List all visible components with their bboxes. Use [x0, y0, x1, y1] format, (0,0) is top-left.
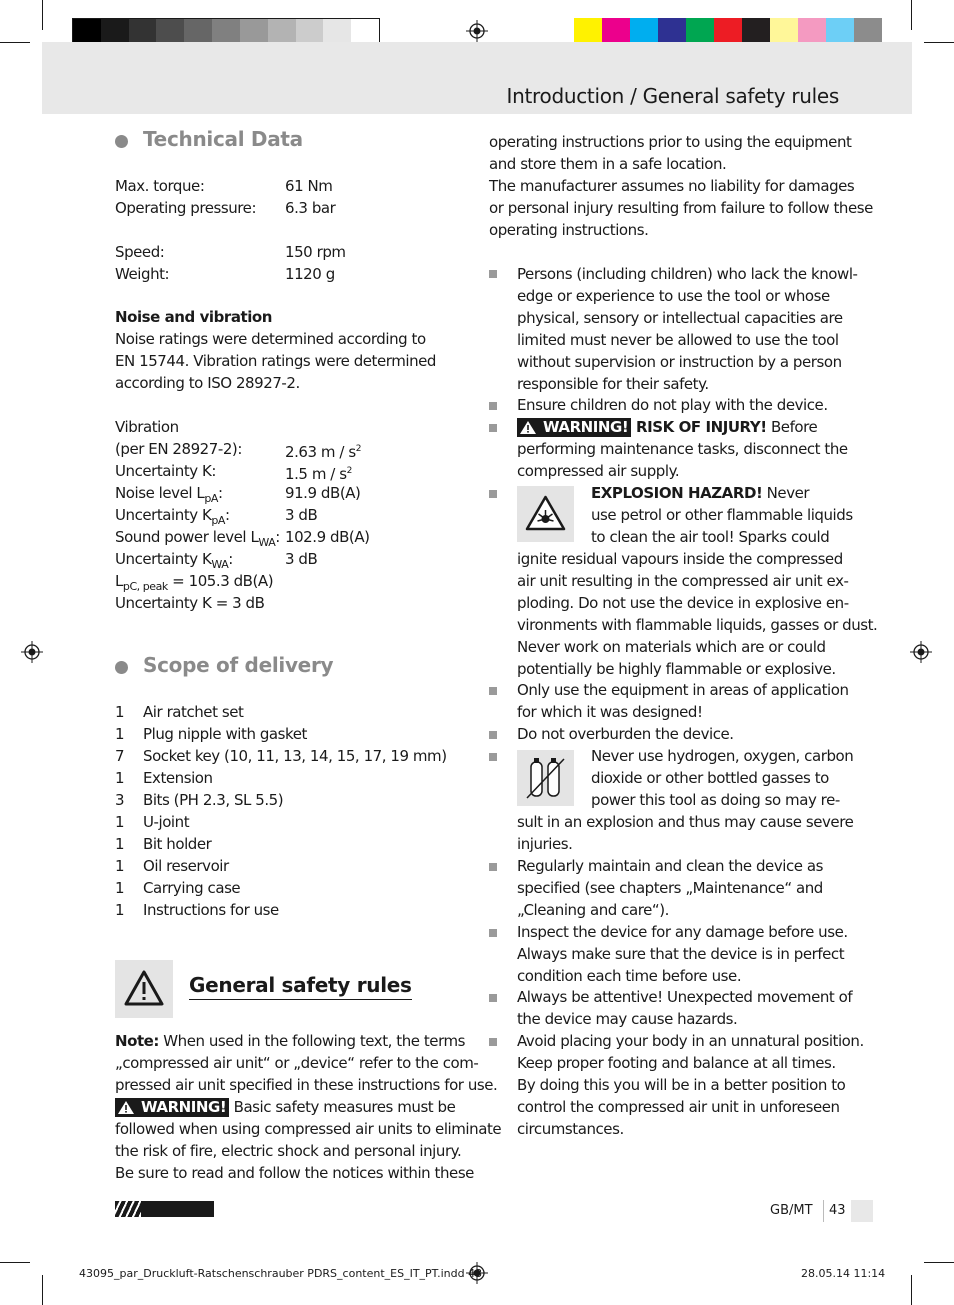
- color-swatch: [268, 19, 296, 44]
- color-swatch: [798, 18, 826, 45]
- vib-label: Uncertainty $K_{pA}$:: [115, 506, 230, 527]
- text-line: physical, sensory or intellectual capacities are: [517, 309, 843, 327]
- crop-mark: [911, 0, 912, 30]
- vibration-title: Vibration: [115, 418, 179, 436]
- crop-mark: [911, 1275, 912, 1305]
- registration-mark-icon: [466, 20, 488, 42]
- color-swatch: [714, 18, 742, 45]
- color-swatch: [686, 18, 714, 45]
- color-swatch: [212, 19, 240, 44]
- list-bullet-icon: [489, 270, 497, 278]
- text-line: „Cleaning and care“).: [517, 901, 669, 919]
- spec-value: 61 Nm: [285, 177, 333, 195]
- registration-mark-icon: [910, 641, 932, 663]
- parkside-logo: PARKSIDE: [115, 1201, 214, 1217]
- gas-bottles-icon: [517, 750, 574, 806]
- text-line: potentially be highly flammable or explosive.: [517, 660, 836, 678]
- vib-label: Sound power level $L_{WA}$:: [115, 528, 280, 549]
- list-bullet-icon: [489, 490, 497, 498]
- text-line: The manufacturer assumes no liability for damages: [489, 177, 855, 195]
- list-item-line: use petrol or other flammable liquids: [591, 506, 853, 524]
- text-line: without supervision or instruction by a person: [517, 353, 842, 371]
- noise-heading: Noise and vibration: [115, 308, 273, 326]
- color-swatch: [770, 18, 798, 45]
- text-line: operating instructions prior to using the equipment: [489, 133, 852, 151]
- page-number: 43: [829, 1203, 846, 1218]
- list-bullet-icon: [489, 753, 497, 761]
- text-line: the device may cause hazards.: [517, 1010, 738, 1028]
- list-item-line: compressed air supply.: [517, 462, 680, 480]
- color-swatch: [826, 18, 854, 45]
- list-item-line: Never use hydrogen, oxygen, carbon: [591, 747, 854, 765]
- vib-value: 3 dB: [285, 550, 318, 568]
- peak-uncertainty: Uncertainty K = 3 dB: [115, 594, 265, 612]
- scope-item-qty: 1: [115, 813, 125, 831]
- color-swatch: [630, 18, 658, 45]
- color-swatch: [129, 19, 157, 44]
- section-bullet-icon: [115, 135, 128, 148]
- list-bullet-icon: [489, 1038, 497, 1046]
- scope-item-qty: 1: [115, 703, 125, 721]
- warning-badge: WARNING!: [517, 418, 631, 437]
- warning-line: the risk of fire, electric shock and personal injury.: [115, 1142, 462, 1160]
- vib-value: 1.5 m / $s^2$: [285, 465, 352, 483]
- text-line: Persons (including children) who lack the knowl-: [517, 265, 858, 283]
- color-swatch: [184, 19, 212, 44]
- list-item-line: Only use the equipment in areas of application: [517, 681, 849, 699]
- list-item: Do not overburden the device.: [517, 725, 734, 743]
- text-line: By doing this you will be in a better position to: [517, 1076, 846, 1094]
- scope-item-qty: 1: [115, 725, 125, 743]
- spec-label: Weight:: [115, 265, 170, 283]
- scope-item-qty: 1: [115, 835, 125, 853]
- text-line: Regularly maintain and clean the device as: [517, 857, 823, 875]
- text-line: control the compressed air unit in unforeseen: [517, 1098, 840, 1116]
- section-heading-general-safety: General safety rules: [189, 973, 412, 1000]
- color-swatch: [351, 19, 379, 44]
- section-bullet-icon: [115, 661, 128, 674]
- scope-item-text: Bits (PH 2.3, SL 5.5): [143, 791, 284, 809]
- color-swatch: [574, 18, 602, 45]
- text-line: circumstances.: [517, 1120, 624, 1138]
- vib-value: 2.63 m / $s^2$: [285, 443, 361, 461]
- list-bullet-icon: [489, 687, 497, 695]
- list-bullet-icon: [489, 402, 497, 410]
- text-line: edge or experience to use the tool or whose: [517, 287, 830, 305]
- color-swatch: [658, 18, 686, 45]
- color-swatch: [156, 19, 184, 44]
- text-line: ignite residual vapours inside the compressed: [517, 550, 843, 568]
- text-line: Keep proper footing and balance at all times.: [517, 1054, 836, 1072]
- noise-text-line: EN 15744. Vibration ratings were determined: [115, 352, 436, 370]
- list-bullet-icon: [489, 863, 497, 871]
- note-line: „compressed air unit“ or „device“ refer to the com-: [115, 1054, 479, 1072]
- text-line: Avoid placing your body in an unnatural position.: [517, 1032, 864, 1050]
- list-bullet-icon: [489, 994, 497, 1002]
- vib-value: 102.9 dB(A): [285, 528, 370, 546]
- warning-line: followed when using compressed air units to eliminate: [115, 1120, 502, 1138]
- text-line: and store them in a safe location.: [489, 155, 727, 173]
- peak-line: $L_{pC, peak} = 105.3$ dB(A): [115, 572, 274, 593]
- text-line: limited must never be allowed to use the tool: [517, 331, 839, 349]
- scope-item-text: Instructions for use: [143, 901, 279, 919]
- vib-label: (per EN 28927-2):: [115, 440, 242, 458]
- scope-item-text: U-joint: [143, 813, 190, 831]
- note-line: pressed air unit specified in these instructions for use.: [115, 1076, 498, 1094]
- warning-badge: WARNING!: [115, 1098, 229, 1117]
- text-line: vironments with flammable liquids, gasses or dust.: [517, 616, 878, 634]
- spec-value: 1120 g: [285, 265, 335, 283]
- list-item: Ensure children do not play with the device.: [517, 396, 828, 414]
- grey-color-bar: [72, 18, 380, 45]
- spec-label: Operating pressure:: [115, 199, 257, 217]
- vib-value: 3 dB: [285, 506, 318, 524]
- scope-item-qty: 1: [115, 857, 125, 875]
- color-swatch: [854, 18, 882, 45]
- scope-item-qty: 7: [115, 747, 125, 765]
- noise-text-line: Noise ratings were determined according to: [115, 330, 426, 348]
- warning-line: WARNING! Basic safety measures must be: [115, 1096, 455, 1118]
- color-swatch: [602, 18, 630, 45]
- color-swatch: [101, 19, 129, 44]
- list-bullet-icon: [489, 731, 497, 739]
- scope-item-qty: 1: [115, 769, 125, 787]
- list-item: EXPLOSION HAZARD! Never: [591, 484, 810, 502]
- crop-mark: [42, 1275, 43, 1305]
- footer-language: GB/MT: [770, 1203, 813, 1218]
- text-line: Always make sure that the device is in perfect: [517, 945, 845, 963]
- text-line: or personal injury resulting from failure to follow these: [489, 199, 873, 217]
- explosion-hazard-icon: [517, 486, 574, 542]
- scope-item-text: Socket key (10, 11, 13, 14, 15, 17, 19 mm): [143, 747, 447, 765]
- crop-mark: [924, 42, 954, 43]
- note-line: Note: When used in the following text, the terms: [115, 1032, 466, 1050]
- spec-value: 6.3 bar: [285, 199, 336, 217]
- spec-label: Max. torque:: [115, 177, 205, 195]
- list-item-line: injuries.: [517, 835, 573, 853]
- crop-mark: [924, 1262, 954, 1263]
- list-item-line: sult in an explosion and thus may cause severe: [517, 813, 854, 831]
- vib-label: Uncertainty $K_{WA}$:: [115, 550, 233, 571]
- color-swatch: [742, 18, 770, 45]
- list-item-line: to clean the air tool! Sparks could: [591, 528, 830, 546]
- crop-mark: [42, 0, 43, 30]
- vib-label: Noise level $L_{pA}$:: [115, 484, 223, 505]
- text-line: Always be attentive! Unexpected movement of: [517, 988, 853, 1006]
- text-line: condition each time before use.: [517, 967, 742, 985]
- list-bullet-icon: [489, 929, 497, 937]
- color-swatch: [323, 19, 351, 44]
- list-item: WARNING! RISK OF INJURY! Before: [517, 416, 817, 438]
- text-line: specified (see chapters „Maintenance“ and: [517, 879, 823, 897]
- text-line: ploding. Do not use the device in explosive en-: [517, 594, 849, 612]
- scope-item-text: Air ratchet set: [143, 703, 244, 721]
- vib-label: Uncertainty K:: [115, 462, 216, 480]
- text-line: Never work on materials which are or could: [517, 638, 826, 656]
- color-swatch: [240, 19, 268, 44]
- process-color-bar: [574, 18, 882, 45]
- scope-item-text: Carrying case: [143, 879, 241, 897]
- slug-filename: 43095_par_Druckluft-Ratschenschrauber PDRS_content_ES_IT_PT.indd 43: [79, 1267, 483, 1280]
- scope-item-text: Oil reservoir: [143, 857, 229, 875]
- section-heading-technical-data: Technical Data: [143, 127, 303, 151]
- spec-label: Speed:: [115, 243, 165, 261]
- warning-triangle-icon: [115, 960, 173, 1018]
- scope-item-text: Extension: [143, 769, 213, 787]
- scope-item-qty: 1: [115, 901, 125, 919]
- warning-line: Be sure to read and follow the notices within these: [115, 1164, 474, 1182]
- color-swatch: [296, 19, 324, 44]
- list-item-line: power this tool as doing so may re-: [591, 791, 840, 809]
- text-line: responsible for their safety.: [517, 375, 709, 393]
- scope-item-qty: 1: [115, 879, 125, 897]
- text-line: operating instructions.: [489, 221, 649, 239]
- list-item-line: performing maintenance tasks, disconnect the: [517, 440, 848, 458]
- text-line: Inspect the device for any damage before use.: [517, 923, 848, 941]
- slug-date: 28.05.14 11:14: [801, 1267, 886, 1280]
- crop-mark: [0, 1262, 30, 1263]
- list-bullet-icon: [489, 424, 497, 432]
- scope-item-qty: 3: [115, 791, 125, 809]
- scope-item-text: Bit holder: [143, 835, 212, 853]
- spec-value: 150 rpm: [285, 243, 346, 261]
- section-heading-scope: Scope of delivery: [143, 653, 334, 677]
- vib-value: 91.9 dB(A): [285, 484, 361, 502]
- text-line: air unit resulting in the compressed air unit ex-: [517, 572, 849, 590]
- scope-item-text: Plug nipple with gasket: [143, 725, 307, 743]
- list-item-line: dioxide or other bottled gasses to: [591, 769, 829, 787]
- crop-mark: [0, 42, 30, 43]
- color-swatch: [73, 19, 101, 44]
- page-title: Introduction / General safety rules: [506, 84, 839, 108]
- list-item-line: for which it was designed!: [517, 703, 703, 721]
- registration-mark-icon: [21, 641, 43, 663]
- noise-text-line: according to ISO 28927-2.: [115, 374, 300, 392]
- page-number-box: [823, 1200, 873, 1222]
